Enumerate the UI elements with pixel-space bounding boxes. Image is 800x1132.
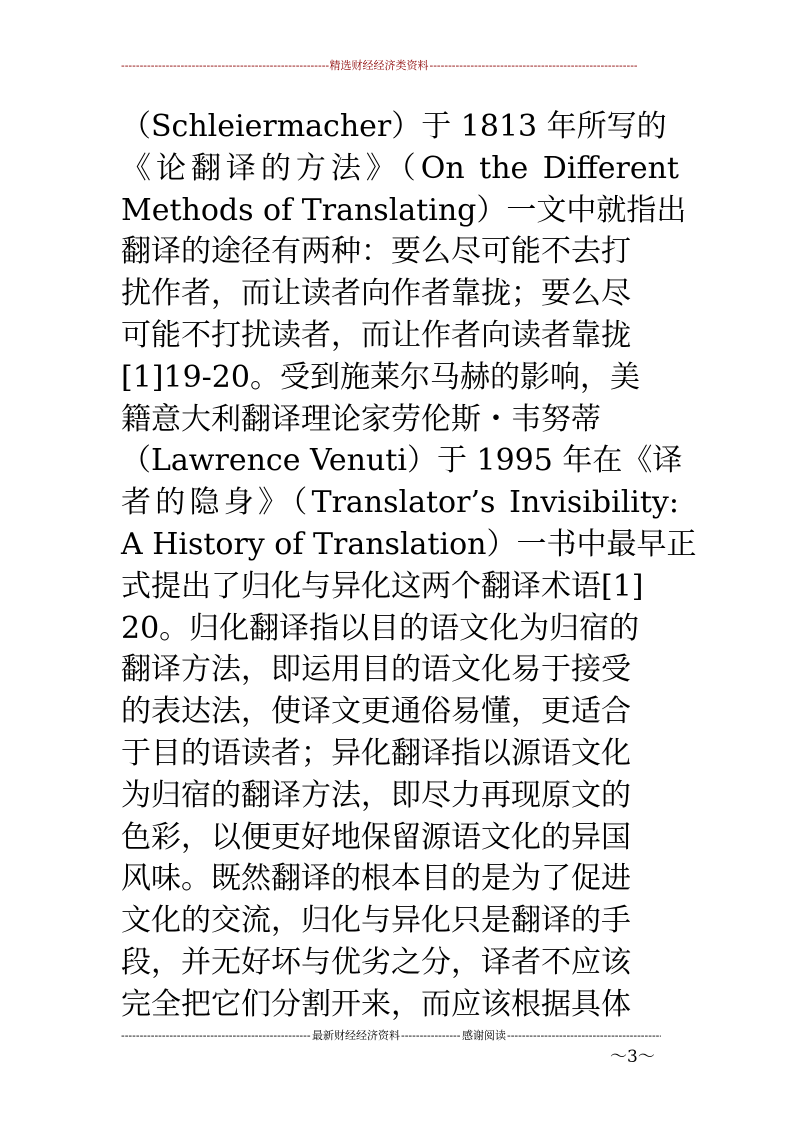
body-line: 完全把它们分割开来，而应该根据具体 — [121, 986, 631, 1022]
header-title: 精选财经经济类资料 — [329, 59, 429, 72]
body-line: 于目的语读者；异化翻译指以源语文化 — [121, 735, 631, 771]
footer-dashes-middle — [401, 1026, 461, 1046]
footer-right-text: 感谢阅读 — [462, 1029, 506, 1042]
footer-left-text: 最新财经经济资料 — [312, 1029, 400, 1042]
body-line: （Schleiermacher）于 1813 年所写的 — [121, 109, 667, 144]
body-line: 20。归化翻译指以目的语文化为归宿的 — [121, 610, 640, 646]
body-line: 风味。既然翻译的根本目的是为了促进 — [121, 861, 631, 897]
body-line: 式提出了归化与异化这两个翻译术语[1] — [121, 568, 644, 604]
body-line: （Lawrence Venuti）于 1995 年在《译 — [121, 443, 683, 479]
body-line: 为归宿的翻译方法，即尽力再现原文的 — [121, 777, 631, 813]
body-line: 段，并无好坏与优劣之分，译者不应该 — [121, 944, 631, 980]
body-line: 可能不打扰读者，而让作者向读者靠拢 — [121, 317, 631, 353]
body-line: 翻译的途径有两种：要么尽可能不去打 — [121, 234, 631, 270]
body-line: Methods of Translating）一文中就指出 — [121, 192, 687, 228]
body-line: 籍意大利翻译理论家劳伦斯・韦努蒂 — [121, 401, 601, 437]
page-footer — [121, 1026, 661, 1046]
body-line: A History of Translation）一书中最早正 — [121, 526, 697, 562]
body-line: 翻译方法，即运用目的语文化易于接受 — [121, 652, 631, 688]
body-line: 色彩，以便更好地保留源语文化的异国 — [121, 819, 631, 855]
body-line: 《论翻译的方法》（On the Different — [121, 150, 679, 186]
body-line: 扰作者，而让读者向作者靠拢；要么尽 — [121, 276, 631, 312]
body-line: 文化的交流，归化与异化只是翻译的手 — [121, 903, 631, 939]
header-dashes-right — [430, 56, 638, 76]
header-dashes-left — [121, 56, 329, 76]
body-line: 者的隐身》（Translator’s Invisibility: — [121, 485, 679, 521]
body-line: [1]19-20。受到施莱尔马赫的影响，美 — [121, 359, 640, 395]
page-header — [121, 56, 637, 76]
document-body — [121, 106, 697, 1026]
footer-dashes-right — [507, 1026, 661, 1046]
footer-dashes-left — [121, 1026, 311, 1046]
body-line: 的表达法，使译文更通俗易懂，更适合 — [121, 694, 631, 730]
page-number: ～3～ — [610, 1047, 655, 1067]
